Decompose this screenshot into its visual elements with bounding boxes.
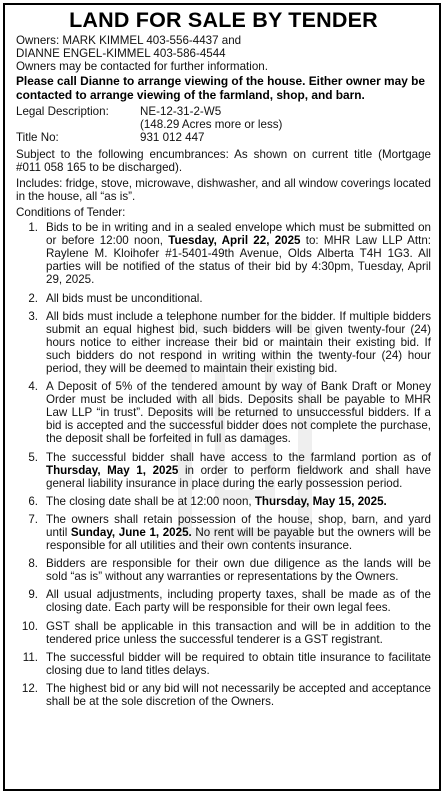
condition-text: All usual adjustments, including property taxes, shall be made as of the closing date. Each party will be responsible for their own legal fees. xyxy=(46,588,431,615)
title-number-label: Title No: xyxy=(16,131,59,145)
condition-item xyxy=(16,221,431,286)
condition-item xyxy=(16,682,431,708)
condition-text: The successful bidder shall have access to the farmland portion as of Thursday, May 1, 2025 in order to perform fieldwork and shall have general liability insurance in place during the early possession period. xyxy=(46,450,431,490)
condition-text: Bidders are responsible for their own due diligence as the lands will be sold “as is” without any warranties or representations by the Owners. xyxy=(46,557,431,584)
legal-description-label: Legal Description: xyxy=(16,105,109,119)
includes-text: Includes: fridge, stove, microwave, dishwasher, and all window coverings located in the house, all “as is”. xyxy=(16,176,432,203)
condition-item xyxy=(16,310,431,375)
condition-number: 9. xyxy=(28,588,38,602)
condition-item xyxy=(16,451,431,490)
title-number-value: 931 012 447 xyxy=(140,131,205,145)
condition-key-date: Thursday, May 15, 2025. xyxy=(254,494,387,508)
condition-item xyxy=(16,651,431,677)
owners-line-1: Owners: MARK KIMMEL 403-556-4437 and xyxy=(16,34,242,47)
condition-text: All bids must include a telephone number for the bidder. If multiple bidders submit an equal highest bid, such bidders will be given twenty-four (24) hours notice to either increase their bid or maintain their existing bid. If such bidders do not respond in writing within the twenty-four (24) hour period, they will be deemed to maintain their existing bid. xyxy=(46,309,431,375)
condition-text: The owners shall retain possession of the house, shop, barn, and yard until Sunday, June 1, 2025. No rent will be payable but the owners will be responsible for all utilities and their own contents insurance. xyxy=(46,512,432,553)
viewing-notice: Please call Dianne to arrange viewing of the house. Either owner may be contacted to arrange viewing of the farmland, shop, and barn. xyxy=(16,74,426,102)
condition-item xyxy=(16,557,431,583)
condition-text: All bids must be unconditional. xyxy=(46,291,203,305)
condition-item xyxy=(16,513,431,552)
condition-text: A Deposit of 5% of the tendered amount by way of Bank Draft or Money Order must be included with all bids. Deposits shall be payable to MHR Law LLP “in trust”. Deposits will be returned to unsuccessful bidders. If a bid is accepted and the successful bidder does not complete the purchase, the deposit shall be forfeited in full as damages. xyxy=(46,380,431,446)
condition-number: 4. xyxy=(28,380,38,394)
condition-number: 3. xyxy=(28,309,38,323)
condition-text: GST shall be applicable in this transaction and will be in addition to the tendered price unless the successful tenderer is a GST registrant. xyxy=(46,619,431,646)
condition-number: 1. xyxy=(28,221,38,235)
condition-key-date: Sunday, June 1, 2025. xyxy=(70,526,192,539)
condition-key-date: Thursday, May 1, 2025 xyxy=(46,463,179,477)
condition-item xyxy=(16,588,431,614)
condition-number: 6. xyxy=(28,494,38,508)
legal-description-row xyxy=(16,105,431,131)
condition-number: 2. xyxy=(28,291,38,305)
condition-text: The closing date shall be at 12:00 noon, Thursday, May 15, 2025. xyxy=(46,494,387,508)
condition-item xyxy=(16,292,431,305)
conditions-heading: Conditions of Tender: xyxy=(16,205,126,219)
condition-number: 10. xyxy=(21,619,38,633)
condition-item xyxy=(16,620,431,646)
legal-description-value: NE-12-31-2-W5 xyxy=(140,105,222,119)
condition-key-date: Tuesday, April 22, 2025 xyxy=(168,234,301,248)
condition-number: 12. xyxy=(21,681,38,695)
condition-number: 8. xyxy=(28,557,38,571)
encumbrances-text: Subject to the following encumbrances: As shown on current title (Mortgage #011 058 165 to be discharged). xyxy=(16,147,431,174)
acreage-value: (148.29 Acres more or less) xyxy=(140,118,283,132)
condition-text: The highest bid or any bid will not necessarily be accepted and acceptance shall be at the sole discretion of the Owners. xyxy=(46,681,431,709)
owners-line-2: DIANNE ENGEL-KIMMEL 403-586-4544 xyxy=(16,47,226,61)
condition-number: 5. xyxy=(28,450,38,464)
tender-advertisement xyxy=(3,3,441,791)
condition-item xyxy=(16,380,431,445)
ad-title: LAND FOR SALE BY TENDER xyxy=(69,8,378,32)
condition-number: 7. xyxy=(28,512,38,526)
condition-item xyxy=(16,495,431,508)
title-number-row xyxy=(16,131,431,144)
condition-text: The successful bidder will be required to obtain title insurance to facilitate closing due to land titles delays. xyxy=(46,650,431,677)
condition-number: 11. xyxy=(22,650,38,664)
owners-contact-note: Owners may be contacted for further information. xyxy=(16,60,268,74)
conditions-list xyxy=(16,221,431,708)
condition-text: Bids to be in writing and in a sealed envelope which must be submitted on or before 12:00 noon, Tuesday, April 22, 2025 to: MHR Law LLP Attn: Raylene M. Kloihofer #1-5401-49th Avenue, Olds Alberta T4H 1G3. All parties will be notified of the status of their bid by 4:30pm, Tuesday, April 29, 2025. xyxy=(46,221,431,287)
